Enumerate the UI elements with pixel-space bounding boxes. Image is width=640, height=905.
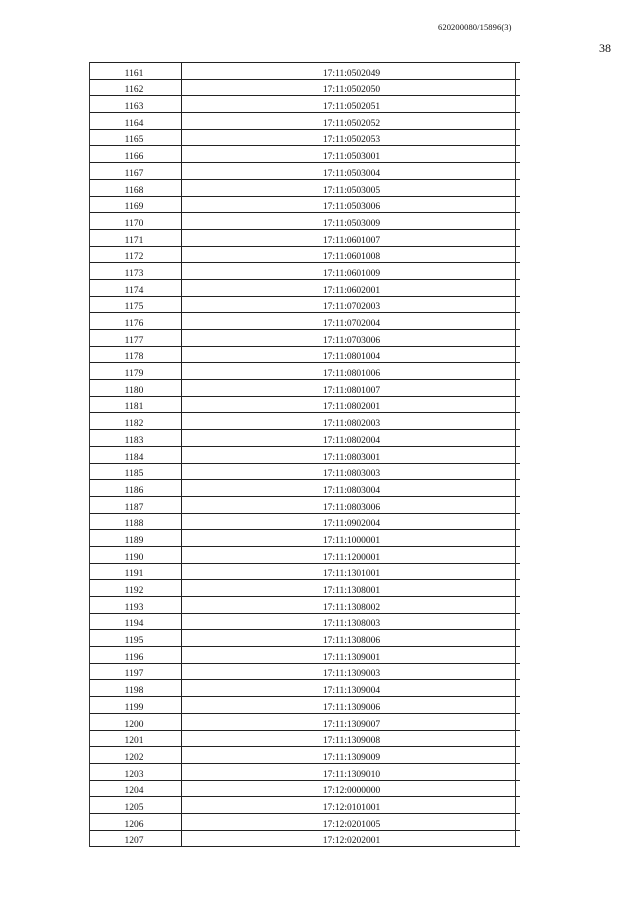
row-number-cell: 1199 — [89, 697, 182, 714]
cadastral-code-cell: 17:11:0801006 — [182, 363, 521, 380]
row-number-cell: 1181 — [89, 396, 182, 413]
row-number-cell: 1188 — [89, 513, 182, 530]
table-row — [89, 480, 520, 497]
row-number-cell: 1202 — [89, 747, 182, 764]
cadastral-code-cell: 17:11:0801007 — [182, 380, 521, 397]
row-number-cell: 1175 — [89, 296, 182, 313]
table-row — [89, 179, 520, 196]
row-number-cell: 1176 — [89, 313, 182, 330]
cadastral-code-cell: 17:11:0503009 — [182, 213, 521, 230]
table-row — [89, 229, 520, 246]
cadastral-code-cell: 17:12:0000000 — [182, 780, 521, 797]
cadastral-code-cell: 17:11:0703006 — [182, 330, 521, 347]
row-number-cell: 1177 — [89, 330, 182, 347]
cadastral-code-cell: 17:11:0802004 — [182, 430, 521, 447]
row-number-cell: 1186 — [89, 480, 182, 497]
cadastral-code-cell: 17:11:0502050 — [182, 79, 521, 96]
table-row — [89, 413, 520, 430]
table-row — [89, 163, 520, 180]
row-number-cell: 1170 — [89, 213, 182, 230]
cadastral-code-cell: 17:11:1308002 — [182, 597, 521, 614]
cadastral-quarters-table — [89, 62, 520, 847]
table-row — [89, 129, 520, 146]
table-row — [89, 263, 520, 280]
table-row — [89, 630, 520, 647]
cadastral-code-cell: 17:11:0601008 — [182, 246, 521, 263]
table-row — [89, 213, 520, 230]
cadastral-code-cell: 17:11:0502049 — [182, 63, 521, 80]
cadastral-code-cell: 17:12:0201005 — [182, 813, 521, 830]
row-number-cell: 1191 — [89, 563, 182, 580]
row-number-cell: 1171 — [89, 229, 182, 246]
table-row — [89, 296, 520, 313]
table-row — [89, 396, 520, 413]
cadastral-code-cell: 17:11:0902004 — [182, 513, 521, 530]
table-row — [89, 647, 520, 664]
row-number-cell: 1178 — [89, 346, 182, 363]
cadastral-code-cell: 17:11:0602001 — [182, 279, 521, 296]
cadastral-code-cell: 17:11:0702003 — [182, 296, 521, 313]
row-number-cell: 1207 — [89, 830, 182, 847]
table-row — [89, 146, 520, 163]
table-row — [89, 113, 520, 130]
cadastral-code-cell: 17:11:0803001 — [182, 446, 521, 463]
row-number-cell: 1166 — [89, 146, 182, 163]
table-row — [89, 663, 520, 680]
table-row — [89, 363, 520, 380]
cadastral-code-cell: 17:11:1308006 — [182, 630, 521, 647]
cadastral-code-cell: 17:11:0803003 — [182, 463, 521, 480]
table-row — [89, 797, 520, 814]
row-number-cell: 1179 — [89, 363, 182, 380]
row-number-cell: 1205 — [89, 797, 182, 814]
table-row — [89, 730, 520, 747]
cadastral-code-cell: 17:11:0801004 — [182, 346, 521, 363]
row-number-cell: 1197 — [89, 663, 182, 680]
page-number: 38 — [599, 41, 611, 55]
cadastral-code-cell: 17:11:0503001 — [182, 146, 521, 163]
table-row — [89, 313, 520, 330]
cadastral-code-cell: 17:12:0202001 — [182, 830, 521, 847]
row-number-cell: 1161 — [89, 63, 182, 80]
document-reference: 620200080/15896(3) — [438, 22, 512, 32]
table-row — [89, 813, 520, 830]
table-row — [89, 196, 520, 213]
cadastral-code-cell: 17:11:1308003 — [182, 613, 521, 630]
table-row — [89, 830, 520, 847]
cadastral-code-cell: 17:11:0502053 — [182, 129, 521, 146]
row-number-cell: 1183 — [89, 430, 182, 447]
row-number-cell: 1204 — [89, 780, 182, 797]
cadastral-code-cell: 17:11:0802001 — [182, 396, 521, 413]
row-number-cell: 1192 — [89, 580, 182, 597]
row-number-cell: 1206 — [89, 813, 182, 830]
table-row — [89, 680, 520, 697]
table-row — [89, 79, 520, 96]
table-row — [89, 463, 520, 480]
table-row — [89, 780, 520, 797]
cadastral-code-cell: 17:11:1309010 — [182, 763, 521, 780]
row-number-cell: 1168 — [89, 179, 182, 196]
row-number-cell: 1189 — [89, 530, 182, 547]
table-row — [89, 697, 520, 714]
cadastral-code-cell: 17:11:1309003 — [182, 663, 521, 680]
cadastral-code-cell: 17:11:1309008 — [182, 730, 521, 747]
cadastral-code-cell: 17:12:0101001 — [182, 797, 521, 814]
row-number-cell: 1201 — [89, 730, 182, 747]
table-row — [89, 563, 520, 580]
row-number-cell: 1184 — [89, 446, 182, 463]
cadastral-code-cell: 17:11:1309001 — [182, 647, 521, 664]
table-row — [89, 279, 520, 296]
table-row — [89, 580, 520, 597]
row-number-cell: 1187 — [89, 496, 182, 513]
cadastral-code-cell: 17:11:0502052 — [182, 113, 521, 130]
row-number-cell: 1185 — [89, 463, 182, 480]
row-number-cell: 1203 — [89, 763, 182, 780]
cadastral-code-cell: 17:11:1309006 — [182, 697, 521, 714]
cadastral-code-cell: 17:11:0503004 — [182, 163, 521, 180]
table-row — [89, 446, 520, 463]
row-number-cell: 1180 — [89, 380, 182, 397]
cadastral-code-cell: 17:11:1309009 — [182, 747, 521, 764]
row-number-cell: 1194 — [89, 613, 182, 630]
table-row — [89, 546, 520, 563]
table-row — [89, 713, 520, 730]
cadastral-code-cell: 17:11:0803004 — [182, 480, 521, 497]
row-number-cell: 1182 — [89, 413, 182, 430]
cadastral-code-cell: 17:11:0502051 — [182, 96, 521, 113]
table-row — [89, 747, 520, 764]
row-number-cell: 1164 — [89, 113, 182, 130]
row-number-cell: 1165 — [89, 129, 182, 146]
cadastral-code-cell: 17:11:0503006 — [182, 196, 521, 213]
table-row — [89, 763, 520, 780]
cadastral-code-cell: 17:11:0702004 — [182, 313, 521, 330]
cadastral-code-cell: 17:11:0802003 — [182, 413, 521, 430]
cadastral-code-cell: 17:11:1308001 — [182, 580, 521, 597]
table-row — [89, 530, 520, 547]
row-number-cell: 1200 — [89, 713, 182, 730]
cadastral-code-cell: 17:11:0601009 — [182, 263, 521, 280]
cadastral-code-cell: 17:11:0601007 — [182, 229, 521, 246]
table-row — [89, 63, 520, 80]
row-number-cell: 1195 — [89, 630, 182, 647]
table-row — [89, 613, 520, 630]
cadastral-code-cell: 17:11:1309004 — [182, 680, 521, 697]
row-number-cell: 1198 — [89, 680, 182, 697]
table-body — [89, 63, 520, 847]
cadastral-code-cell: 17:11:1309007 — [182, 713, 521, 730]
table-row — [89, 513, 520, 530]
table-row — [89, 346, 520, 363]
row-number-cell: 1174 — [89, 279, 182, 296]
row-number-cell: 1163 — [89, 96, 182, 113]
cadastral-code-cell: 17:11:1000001 — [182, 530, 521, 547]
table-row — [89, 246, 520, 263]
cadastral-code-cell: 17:11:0803006 — [182, 496, 521, 513]
table-row — [89, 380, 520, 397]
row-number-cell: 1190 — [89, 546, 182, 563]
row-number-cell: 1173 — [89, 263, 182, 280]
row-number-cell: 1169 — [89, 196, 182, 213]
cadastral-code-cell: 17:11:1301001 — [182, 563, 521, 580]
cadastral-code-cell: 17:11:0503005 — [182, 179, 521, 196]
row-number-cell: 1193 — [89, 597, 182, 614]
row-number-cell: 1162 — [89, 79, 182, 96]
row-number-cell: 1196 — [89, 647, 182, 664]
table-row — [89, 597, 520, 614]
row-number-cell: 1167 — [89, 163, 182, 180]
table-row — [89, 96, 520, 113]
table-row — [89, 330, 520, 347]
row-number-cell: 1172 — [89, 246, 182, 263]
table-row — [89, 496, 520, 513]
cadastral-code-cell: 17:11:1200001 — [182, 546, 521, 563]
table-row — [89, 430, 520, 447]
